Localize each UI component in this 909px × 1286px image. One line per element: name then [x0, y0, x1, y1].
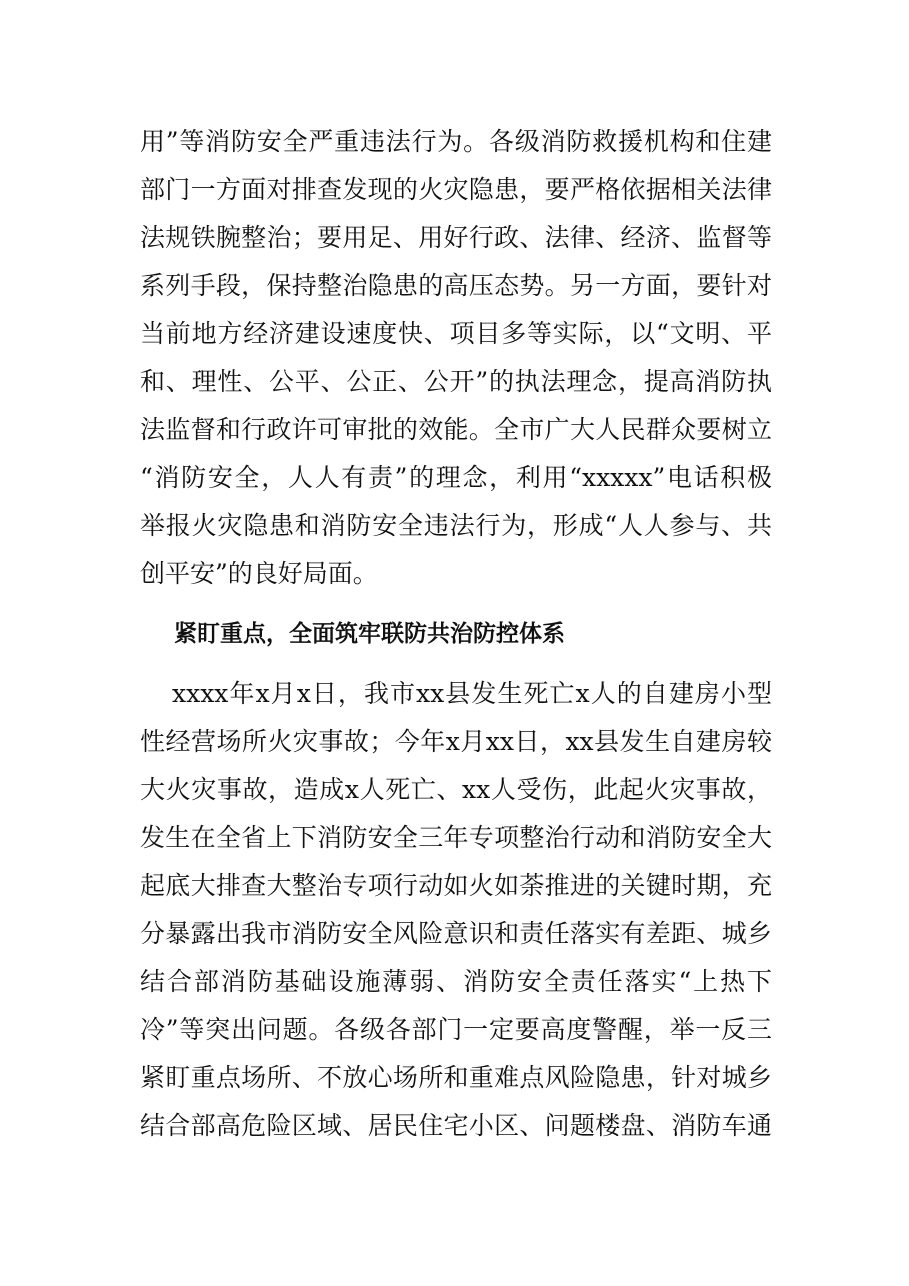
paragraph-line: 用”等消防安全严重违法行为。各级消防救援机构和住建	[140, 127, 772, 156]
paragraph-line: 当前地方经济建设速度快、项目多等实际，以“文明、平	[140, 319, 772, 348]
paragraph-line: 法规铁腕整治；要用足、用好行政、法律、经济、监督等	[140, 223, 772, 252]
paragraph-line: 结合部消防基础设施薄弱、消防安全责任落实“上热下	[140, 967, 772, 996]
paragraph-line: 创平安”的良好局面。	[140, 559, 378, 588]
paragraph-line: 举报火灾隐患和消防安全违法行为，形成“人人参与、共	[140, 511, 772, 540]
paragraph-line: 系列手段，保持整治隐患的高压态势。另一方面，要针对	[140, 271, 772, 300]
paragraph-line: 冷”等突出问题。各级各部门一定要高度警醒，举一反三	[140, 1015, 772, 1044]
paragraph-line: 部门一方面对排查发现的火灾隐患，要严格依据相关法律	[140, 175, 772, 204]
paragraph-line: 性经营场所火灾事故；今年x月xx日，xx县发生自建房较	[140, 727, 772, 756]
paragraph-line: xxxx年x月x日，我市xx县发生死亡x人的自建房小型	[172, 679, 772, 708]
paragraph-line: 法监督和行政许可审批的效能。全市广大人民群众要树立	[140, 415, 772, 444]
paragraph-line: 分暴露出我市消防安全风险意识和责任落实有差距、城乡	[140, 919, 772, 948]
section-heading: 紧盯重点，全面筑牢联防共治防控体系	[174, 621, 565, 647]
paragraph-line: “消防安全，人人有责”的理念，利用“xxxxx”电话积极	[140, 463, 772, 492]
paragraph-line: 结合部高危险区域、居民住宅小区、问题楼盘、消防车通	[140, 1111, 772, 1140]
paragraph-line: 大火灾事故，造成x人死亡、xx人受伤，此起火灾事故，	[140, 775, 772, 804]
paragraph-line: 发生在全省上下消防安全三年专项整治行动和消防安全大	[140, 823, 772, 852]
paragraph-line: 紧盯重点场所、不放心场所和重难点风险隐患，针对城乡	[140, 1063, 772, 1092]
paragraph-line: 和、理性、公平、公正、公开”的执法理念，提高消防执	[140, 367, 772, 396]
paragraph-line: 起底大排查大整治专项行动如火如荼推进的关键时期，充	[140, 871, 772, 900]
